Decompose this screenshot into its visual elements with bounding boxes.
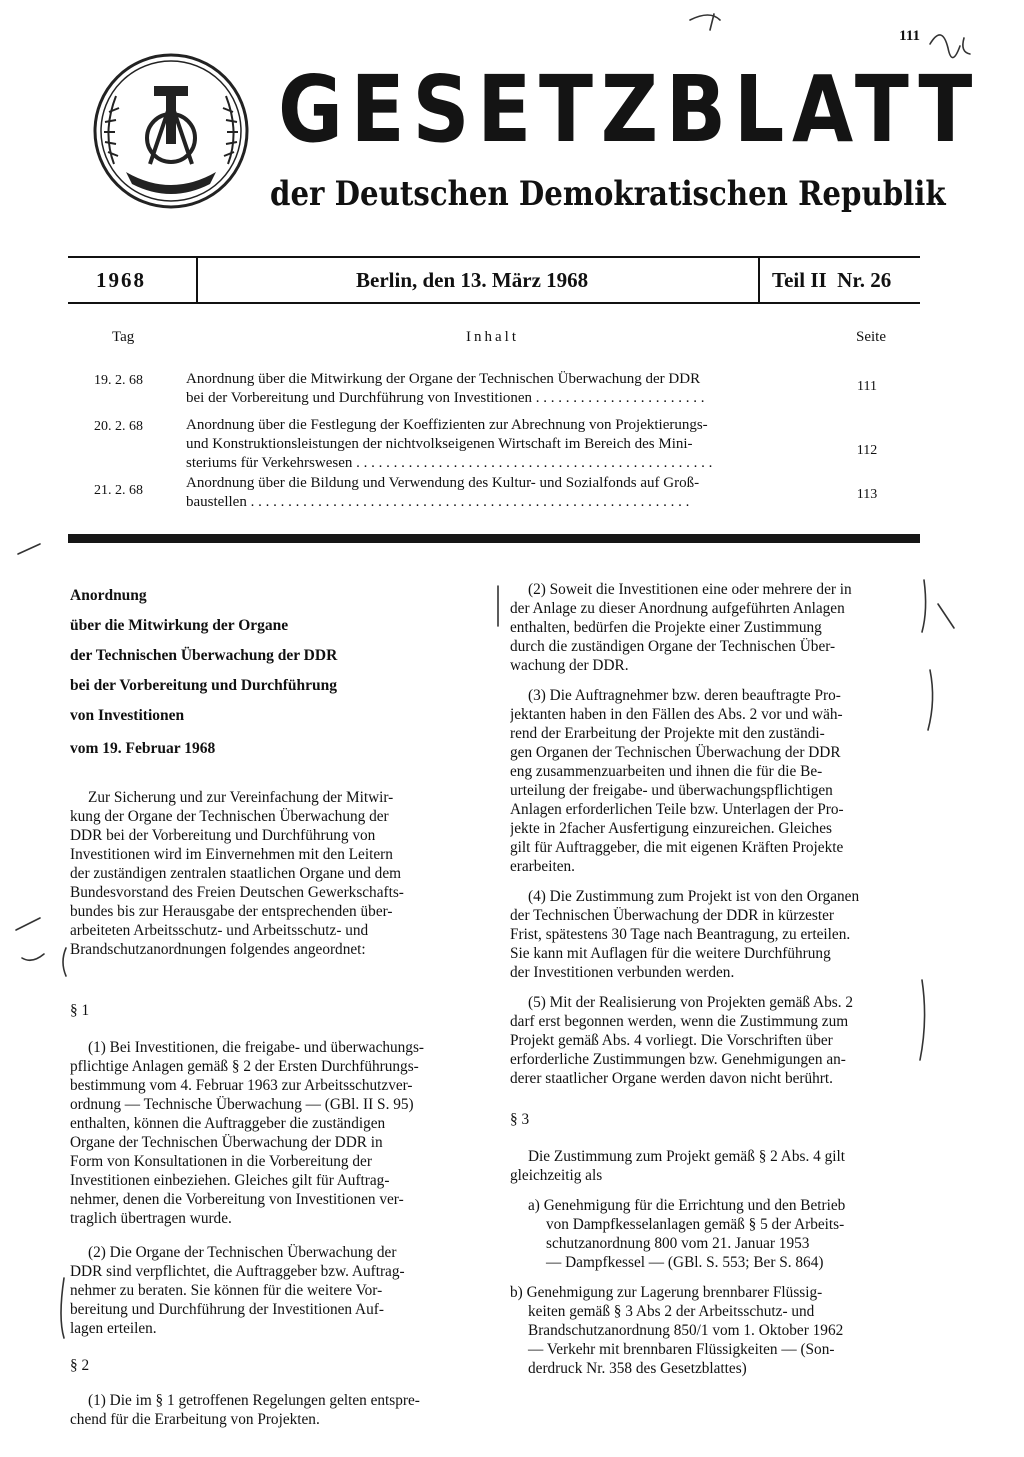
contents-entry-date: 20. 2. 68 xyxy=(94,419,143,434)
section-heading: § 2 xyxy=(70,1357,90,1374)
contents-entry-title: Anordnung über die Bildung und Verwendung des Kultur- und Sozialfonds auf Groß- baustellen . . . . . . . . . . . . . . . . . . . . . . . . . . . . . . . . . . . . . . . . . . . . . . . . . . . . . . . . . . . xyxy=(186,475,700,510)
section-3-item-a: a) Genehmigung für die Errichtung und den Betrieb von Dampfkesselanlagen gemäß § 5 der Arbeits- schutzanordnung 800 vom 21. Januar 1953 — Dampfkessel — (GBl. S. 553; Ber S. 864) xyxy=(528,1197,846,1271)
section-heading: § 3 xyxy=(510,1111,530,1128)
contents-heading: Inhalt xyxy=(466,329,519,345)
issue-place-date: Berlin, den 13. März 1968 xyxy=(356,268,589,292)
section-3-intro: Die Zustimmung zum Projekt gemäß § 2 Abs. 4 gilt gleichzeitig als xyxy=(510,1148,845,1184)
contents-entry-date: 19. 2. 68 xyxy=(94,373,143,388)
section-heading: § 1 xyxy=(70,1002,90,1019)
contents-entry-date: 21. 2. 68 xyxy=(94,483,143,498)
section-2-paragraph-3: (3) Die Auftragnehmer bzw. deren beauftragte Pro- jektanten haben in den Fällen des Abs. 2 vor und wäh- rend der Erarbeitung der Projekte mit den zuständi- gen Organen der Technischen Überwachung der DDR eng zusammenzuarbeiten und ihnen die für die Be- urteilung der freigabe- und überwachungspflichtigen Anlagen erforderlichen Teile bzw. Unterlagen der Pro- jekte in 2facher Ausfertigung einzureichen. Gleiches gilt für Auftraggeber, die mit eigenen Kräften Projekte erarbeiten. xyxy=(510,687,844,875)
gazette-title: GESETZBLATT xyxy=(278,56,981,163)
contents-entry-page: 112 xyxy=(856,443,878,458)
contents-col-page: Seite xyxy=(856,329,886,345)
section-1-paragraph-1: (1) Bei Investitionen, die freigabe- und überwachungs- pflichtige Anlagen gemäß § 2 der Ersten Durchführungs- bestimmung vom 4. Februar 1963 zur Arbeitsschutzver- ordnung — Technische Überwachung — (GBl. II S. 95) enthalten, können die Auftraggeber die zuständigen Organe der Technischen Überwachung der DDR in Form von Konsultationen in die Vorbereitung der Investitionen einbeziehen. Gleiches gilt für Auftrag- nehmer, denen die Vorbereitung von Investitionen ver- traglich übertragen wurde. xyxy=(70,1039,424,1227)
section-3-item-b: b) Genehmigung zur Lagerung brennbarer Flüssig- keiten gemäß § 3 Abs 2 der Arbeitsschutz- und Brandschutzanordnung 850/1 vom 1. Oktober 1962 — Verkehr mit brennbaren Flüssigkeiten — (Son- derdruck Nr. 358 des Gesetzblattes) xyxy=(510,1284,844,1377)
article-title: Anordnung über die Mitwirkung der Organe der Technischen Überwachung der DDR bei der Vorbereitung und Durchführung von Investitionen xyxy=(70,587,338,724)
issue-part-number: Teil II Nr. 26 xyxy=(772,268,892,292)
contents-entry-title: Anordnung über die Festlegung der Koeffizienten zur Abrechnung von Projektierungs- und Konstruktionsleistungen der nichtvolkseigenen Wirtschaft im Bereich des Mini- steriums für Verkehrswesen . . . . . . . . . . . . . . . . . . . . . . . . . . . . . . . . . . . . . . . . . . . . . . . . xyxy=(186,417,713,471)
section-2-paragraph-5: (5) Mit der Realisierung von Projekten gemäß Abs. 2 darf erst begonnen werden, wenn die Zustimmung zum Projekt gemäß Abs. 4 vorliegt. Die Vorschriften über erforderliche Zustimmungen bzw. Genehmigungen an- derer staatlicher Organe werden davon nicht berührt. xyxy=(510,994,853,1087)
contents-entry-title: Anordnung über die Mitwirkung der Organe der Technischen Überwachung der DDR bei der Vorbereitung und Durchführung von Investitionen . . . . . . . . . . . . . . . . . . . . . . . xyxy=(186,371,705,406)
contents-entry-page: 113 xyxy=(856,487,878,502)
section-2-paragraph-1: (1) Die im § 1 getroffenen Regelungen gelten entspre- chend für die Erarbeitung von Projekten. xyxy=(70,1392,420,1428)
contents-col-tag: Tag xyxy=(112,329,135,345)
contents-entry-page: 111 xyxy=(857,379,877,394)
section-2-paragraph-2: (2) Soweit die Investitionen eine oder mehrere der in der Anlage zu dieser Anordnung aufgeführten Anlagen enthalten, bedürfen die Projekte einer Zustimmung durch die zuständigen Organe der Technischen Über- wachung der DDR. xyxy=(510,581,852,674)
section-1-paragraph-2: (2) Die Organe der Technischen Überwachung der DDR sind verpflichtet, die Auftraggeber bzw. Auftrag- nehmer zu beraten. Sie können für die weitere Vor- bereitung und Durchführung der Investitionen Auf- lagen erteilen. xyxy=(70,1244,405,1337)
issue-year: 1968 xyxy=(96,268,146,292)
section-2-paragraph-4: (4) Die Zustimmung zum Projekt ist von den Organen der Technischen Überwachung der DDR in kürzester Frist, spätestens 30 Tage nach Beantragung, zu erteilen. Sie kann mit Auflagen für die weitere Durchführung der Investitionen verbunden werden. xyxy=(510,888,860,981)
article-preamble: Zur Sicherung und zur Vereinfachung der Mitwir- kung der Organe der Technischen Überwachung der DDR bei der Vorbereitung und Durchführung von Investitionen wird im Einvernehmen mit den Leitern der zuständigen zentralen staatlichen Organe und dem Bundesvorstand des Freien Deutschen Gewerkschafts- bundes bis zur Herausgabe der entsprechenden über- arbeiteten Arbeitsschutz- und Arbeitsschutz- und Brandschutzanordnungen folgendes angeordnet: xyxy=(70,789,404,958)
article-date: vom 19. Februar 1968 xyxy=(70,740,216,757)
page-number: 111 xyxy=(899,28,920,44)
gazette-subtitle: der Deutschen Demokratischen Republik xyxy=(270,174,946,214)
